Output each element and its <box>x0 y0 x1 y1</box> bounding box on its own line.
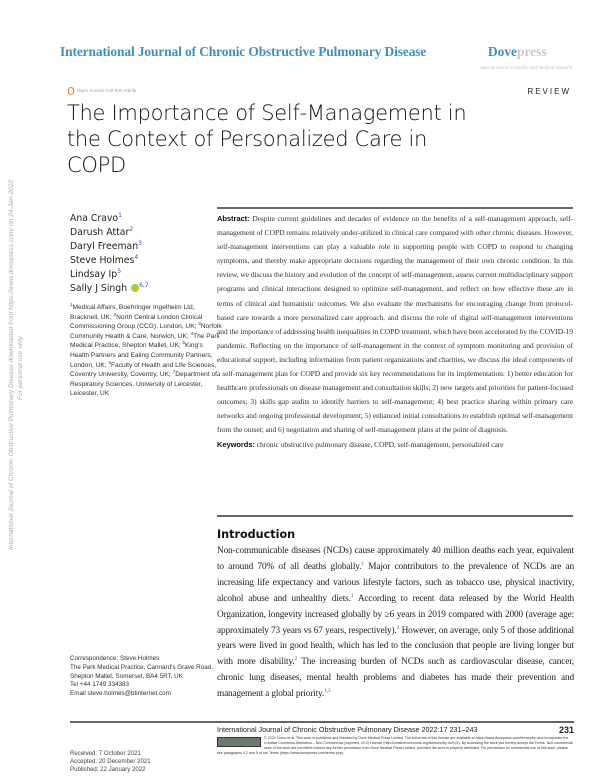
journal-title: International Journal of Chronic Obstructive Pulmonary Disease <box>60 44 427 59</box>
citation-link[interactable]: 2 <box>294 656 298 663</box>
open-access-text: Open Access Full Text Article <box>77 88 137 93</box>
abstract-bottom-divider <box>217 515 573 517</box>
affiliation-number: 5 <box>182 340 186 346</box>
author <box>70 212 149 226</box>
body-text: The increasing burden of NCDs such as cardiovascular disease, cancer, chronic lung diseases, mental health problems and diabetes has made their prevention and management a global priority. <box>217 657 574 700</box>
publisher-logo-dove: Dove <box>488 44 518 59</box>
affiliation: Faculty of Health and Life Sciences, Coventry University, Coventry, UK; <box>70 361 217 379</box>
affiliation-number: 6 <box>108 359 112 365</box>
author-affiliation-ref[interactable]: 2 <box>129 225 134 233</box>
affiliation: The Park Medical Practice, Shepton Mallet, UK; <box>70 332 220 350</box>
correspondence-email[interactable]: Email steve.holmes@btinternet.com <box>70 690 171 698</box>
affiliation-number: 1 <box>70 301 73 307</box>
author <box>70 282 149 296</box>
introduction-heading: Introduction <box>217 528 296 541</box>
affiliation-number: 2 <box>113 311 117 317</box>
abstract-label: Abstract: <box>217 214 250 223</box>
open-access-lock-icon <box>68 87 74 95</box>
open-access-label <box>68 86 136 95</box>
author <box>70 240 149 254</box>
license-text: © 2022 Cravo et al. This work is published and licensed by Dove Medical Press Limited. The full terms of this license are available at https://www.dovepress.com/terms.php and incorporate the Creative Commons Attribution – Non Commercial (unported, v3.0) License (http://creativecommons.org/licenses/by-nc/3.0/). By accessing the work you hereby accept the Terms. Non-commercial uses of the work are permitted without any further permission from Dove Medical Press Limited, provided the work is properly attributed. For permission for commercial use of this work, please see paragraphs 4.2 and 5 of our Terms (https://www.dovepress.com/terms.php). <box>217 735 573 756</box>
publisher-logo <box>488 44 547 60</box>
introduction-paragraph <box>217 544 574 703</box>
abstract-top-divider <box>217 207 573 209</box>
affiliation-number: 3 <box>198 321 201 326</box>
author-name: Steve Holmes <box>70 254 135 266</box>
author-affiliation-ref[interactable]: 3 <box>138 239 142 247</box>
affiliation-number: 7 <box>172 368 176 374</box>
citation-link[interactable]: 1,3 <box>324 688 331 695</box>
citation-link[interactable]: 1 <box>361 560 364 567</box>
affiliations <box>70 303 222 399</box>
abstract <box>217 212 573 452</box>
author-name: Lindsay Ip <box>70 268 118 280</box>
author-name: Ana Cravo <box>70 213 119 224</box>
author-affiliation-ref[interactable]: 1 <box>118 211 122 219</box>
publisher-logo-press: press <box>517 44 547 59</box>
body-text: Non-communicable diseases (NCDs) cause approximately 40 million deaths each year, equivalent to around 70% of all deaths globally. <box>217 546 574 572</box>
published-date: Published: 22 January 2022 <box>70 766 146 774</box>
author-affiliation-ref[interactable]: 6,7 <box>139 281 149 289</box>
download-watermark <box>8 180 25 550</box>
keywords-label: Keywords: <box>217 439 255 449</box>
author <box>70 226 149 240</box>
page-footer <box>217 721 574 757</box>
correspondence-phone: Tel +44 1749 334383 <box>70 681 129 689</box>
author <box>70 268 149 282</box>
watermark-line-2: For personal use only. <box>16 335 24 400</box>
author-name: Darush Attar <box>70 226 130 238</box>
license-notice <box>217 736 574 757</box>
article-type: REVIEW <box>527 87 571 96</box>
citation-link[interactable]: 1 <box>350 592 354 599</box>
left-footer-divider <box>70 721 220 723</box>
citation-link[interactable]: 2 <box>396 624 400 631</box>
received-date: Received: 7 October 2021 <box>70 750 141 757</box>
body-text: However, on average, only 5 of those additional years were lived in good health, which has led to the conclusion that people are living longer but with more disability. <box>217 625 574 668</box>
body-text: According to recent data released by the World Health Organization, longevity increased globally by ≥6 years in 2019 compared with 2000 (average age: approximately 73 years vs 67 years, respectively). <box>217 593 574 636</box>
abstract-text: Despite current guidelines and decades of evidence on the benefits of a self-management approach, self-management of COPD remains relatively under-utilized in clinical care compared with other chronic diseases. However, self-management interventions can play a valuable role in supporting people with COPD to respond to changing symptoms, and thereby make appropriate decisions regarding the management of their own chronic condition. In this review, we discuss the history and evolution of the concept of self-management, assess current multidisciplinary support programs and clinical interactions designed to optimize self-management, and reflect on how effective these are in terms of clinical and humanistic outcomes. We also evaluate the mechanisms for encouraging change from protocol-based care towards a more personalized care approach, and discuss the role of digital self-management interventions and the importance of addressing health inequalities in COPD treatment, which have been accelerated by the COVID-19 pandemic. Reflecting on the importance of self-management in the context of symptom monitoring and provision of educational support, including information from patient organizations and charities, we discuss the ideal components of a self-management plan for COPD and provide six key recommendations for its implementation: 1) better education for healthcare professionals on disease management and consultation skills; 2) new targets and priorities for patient-focused outcomes; 3) skills gap audits to identify barriers to self-management; 4) best practice sharing within primary care networks and ongoing professional development; 5) enhanced initial consultations to establish optimal self-management from the outset; and 6) negotiation and sharing of self-management plans at the point of diagnosis. <box>217 214 574 435</box>
author-affiliation-ref[interactable]: 4 <box>134 253 139 261</box>
author-list <box>70 212 149 295</box>
affiliation: North Central London Clinical Commissioning Group (CCG), London, UK; <box>70 313 203 331</box>
author <box>70 254 149 268</box>
correspondence-label: Correspondence: Steve Holmes <box>70 655 160 662</box>
footer-citation: International Journal of Chronic Obstructive Pulmonary Disease 2022:17 231–243 <box>217 724 478 734</box>
affiliation: Norfolk Community Health & Care, Norwich, UK; <box>70 323 222 340</box>
affiliation-number: 4 <box>190 330 194 336</box>
article-dates <box>70 750 151 774</box>
affiliation: Department of Respiratory Sciences, University of Leicester, Leicester, UK <box>70 371 218 398</box>
correspondence-address: The Park Medical Practice, Cannard's Grave Road, Shepton Mallet, Somerset, BA4 5RT, UK <box>70 663 213 680</box>
creative-commons-icon[interactable] <box>217 737 261 747</box>
watermark-line-1: International Journal of Chronic Obstructive Pulmonary Disease downloaded from https://www.dovepress.com/ on 24-Jan-2022 <box>8 179 15 550</box>
article-title: The Importance of Self-Management in the Context of Personalized Care in COPD <box>67 101 467 177</box>
affiliation: Medical Affairs, Boehringer Ingelheim Ltd, Bracknell, UK; <box>70 304 195 321</box>
accepted-date: Accepted: 20 December 2021 <box>70 758 151 766</box>
correspondence <box>70 655 222 699</box>
body-text: Major contributors to the prevalence of NCDs are an increasing life expectancy and various lifestyle factors, such as tobacco use, physical inactivity, alcohol abuse and unhealthy diets. <box>217 561 574 604</box>
orcid-icon[interactable] <box>131 284 139 292</box>
keywords-text: chronic obstructive pulmonary disease, COPD, self-management, personalized care <box>256 439 504 449</box>
author-affiliation-ref[interactable]: 5 <box>117 267 122 275</box>
page-number: 231 <box>558 724 574 735</box>
footer-divider <box>217 721 574 723</box>
author-name: Sally J Singh <box>70 282 128 294</box>
affiliation: King's Health Partners and Ealing Community Partners, London, UK; <box>70 342 213 369</box>
author-name: Daryl Freeman <box>70 240 139 252</box>
publisher-tagline: open access to scientific and medical research <box>480 66 572 71</box>
